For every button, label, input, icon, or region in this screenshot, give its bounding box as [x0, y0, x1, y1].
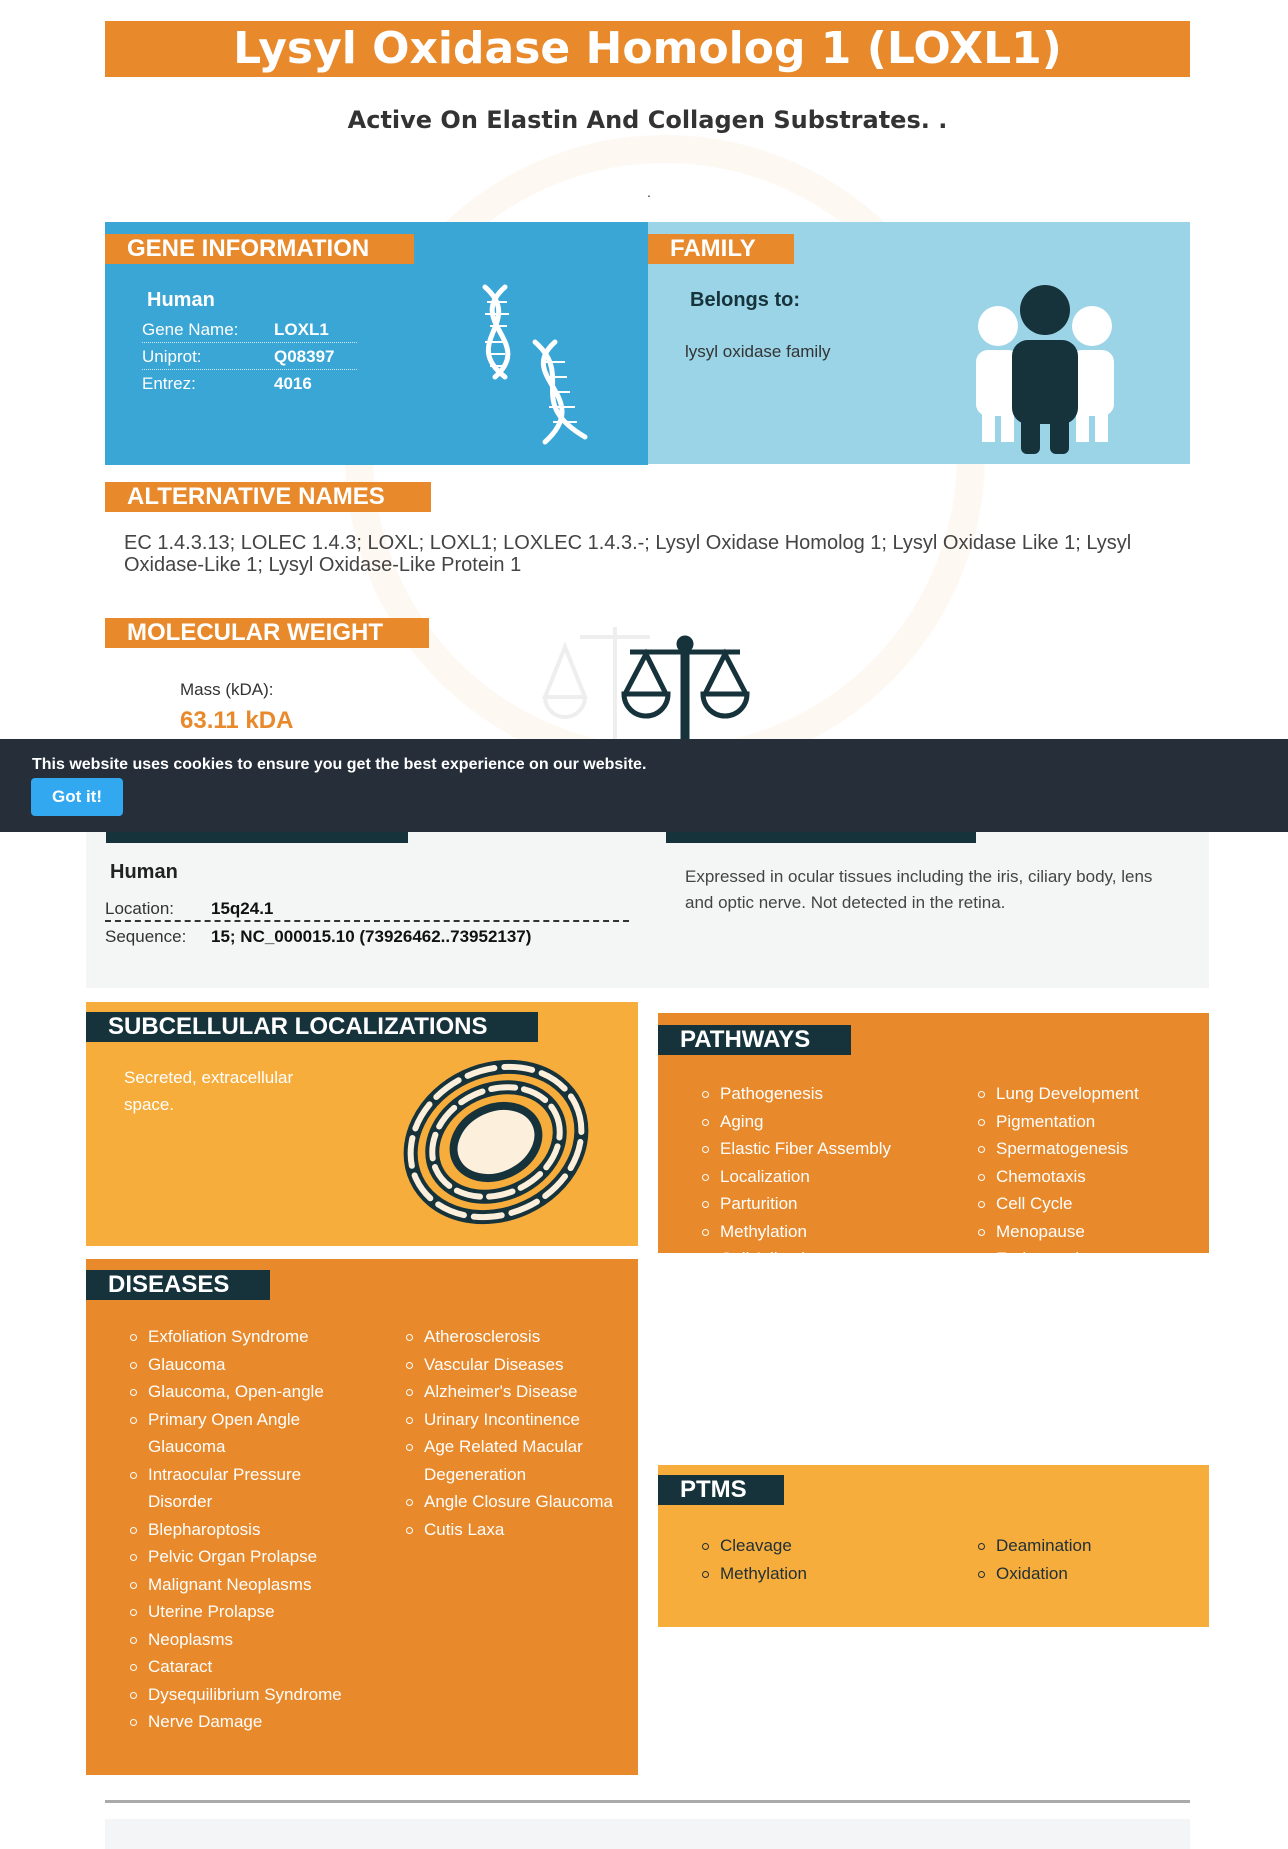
subcellular-panel: [86, 1002, 638, 1246]
pathway-item: Cellular Senescence: [702, 1410, 962, 1438]
diseases-list-col2: [406, 1323, 626, 1543]
disease-item: Nerve Damage: [130, 1708, 350, 1736]
mass-label: Mass (kDA):: [180, 680, 274, 699]
disease-item: Glaucoma, Open-angle: [130, 1378, 350, 1406]
genomic-tissue-panel: [86, 832, 1209, 988]
uniprot-value: Q08397: [274, 347, 335, 366]
pathway-item: Lung Development: [978, 1080, 1198, 1108]
alternative-names-text: EC 1.4.3.13; LOLEC 1.4.3; LOXL; LOXL1; LOXLEC 1.4.3.-; Lysyl Oxidase Homolog 1; Lysyl Oxidase Like 1; Lysyl Oxidase-Like 1; Lysyl Oxidase-Like Protein 1: [124, 532, 1132, 576]
subcellular-heading: SUBCELLULAR LOCALIZATIONS: [86, 1012, 538, 1042]
cell-organelle-icon: [396, 1047, 596, 1232]
pathway-item: Aging: [702, 1108, 962, 1136]
diseases-heading: DISEASES: [86, 1270, 270, 1300]
ptm-item: Methylation: [702, 1560, 922, 1588]
page-title: Lysyl Oxidase Homolog 1 (LOXL1): [105, 21, 1190, 77]
genomic-context-heading-bar: [106, 832, 408, 843]
disease-item: Intraocular Pressure Disorder: [130, 1461, 350, 1516]
disease-item: Glaucoma: [130, 1351, 350, 1379]
gene-name-row: [142, 317, 357, 343]
cookie-message: This website uses cookies to ensure you get the best experience on our website.: [32, 756, 647, 773]
tissue-specificity-text: Expressed in ocular tissues including the iris, ciliary body, lens and optic nerve. Not detected in the retina.: [685, 867, 1153, 912]
disease-item: Primary Open Angle Glaucoma: [130, 1406, 350, 1461]
family-belongs-label: Belongs to:: [690, 289, 800, 311]
scale-icon: [540, 622, 760, 740]
pathways-panel: [658, 1013, 1209, 1433]
family-people-icon: [970, 284, 1120, 454]
disease-item: Angle Closure Glaucoma: [406, 1488, 626, 1516]
disease-item: Dysequilibrium Syndrome: [130, 1681, 350, 1709]
separator-dot: .: [647, 184, 651, 200]
disease-item: Cataract: [130, 1653, 350, 1681]
pathway-item: Elastic Fiber Assembly: [702, 1135, 962, 1163]
pathway-item: Dna Methylation: [702, 1273, 962, 1301]
sequence-value: 15; NC_000015.10 (73926462..73952137): [211, 927, 532, 946]
footer-divider: [105, 1800, 1190, 1803]
pathway-item: Pigmentation: [978, 1108, 1198, 1136]
footer-area: [105, 1819, 1190, 1849]
pathway-item: Menopause: [978, 1218, 1198, 1246]
disease-item: Urinary Incontinence: [406, 1406, 626, 1434]
pathway-item: Dna Hypermethylation: [702, 1355, 962, 1383]
pathways-heading: PATHWAYS: [658, 1025, 851, 1055]
ptm-item: Deamination: [978, 1532, 1198, 1560]
mass-value: 63.11 kDA: [180, 707, 294, 734]
pathway-item: Parturition: [702, 1190, 962, 1218]
ptm-item: Oxidation: [978, 1560, 1198, 1588]
uniprot-row: [142, 344, 357, 370]
diseases-list-col1: [130, 1323, 350, 1736]
disease-item: Uterine Prolapse: [130, 1598, 350, 1626]
page-subtitle: Active On Elastin And Collagen Substrates. .: [347, 106, 948, 134]
molecular-weight-heading: MOLECULAR WEIGHT: [105, 618, 429, 648]
ptms-list-col2: [978, 1532, 1198, 1587]
alternative-names-heading: ALTERNATIVE NAMES: [105, 482, 431, 512]
family-value: lysyl oxidase family: [685, 342, 831, 361]
disease-item: Neoplasms: [130, 1626, 350, 1654]
cookie-accept-button[interactable]: Got it!: [31, 778, 123, 816]
ptms-heading: PTMS: [658, 1475, 784, 1505]
entrez-label: Entrez:: [142, 374, 196, 393]
pathway-item: Cell Adhesion: [702, 1245, 962, 1273]
gene-information-heading: GENE INFORMATION: [105, 234, 414, 264]
pathway-item: Methylation: [702, 1218, 962, 1246]
pathways-list-col1: [702, 1080, 962, 1438]
location-row: [105, 892, 629, 922]
gene-name-label: Gene Name:: [142, 320, 239, 339]
dna-icon: [465, 282, 615, 447]
pathway-item: Keratinization: [702, 1328, 962, 1356]
pathway-item: Pathogenesis: [702, 1080, 962, 1108]
family-panel: [648, 222, 1190, 464]
pathway-item: Spermatogenesis: [978, 1135, 1198, 1163]
family-heading: FAMILY: [648, 234, 794, 264]
pathway-item: Cell Cycle: [978, 1190, 1198, 1218]
gene-information-panel: [105, 222, 648, 465]
pathway-item: Localization: [702, 1163, 962, 1191]
tissue-specificity-heading-bar: [666, 832, 976, 843]
gene-species: Human: [147, 289, 215, 311]
disease-item: Vascular Diseases: [406, 1351, 626, 1379]
pathway-item: Notochord Development: [702, 1300, 962, 1328]
ptms-panel: [658, 1465, 1209, 1627]
disease-item: Exfoliation Syndrome: [130, 1323, 350, 1351]
cookie-banner: [0, 739, 1288, 832]
pathway-item: Chemotaxis: [978, 1163, 1198, 1191]
gene-name-value: LOXL1: [274, 320, 329, 339]
uniprot-label: Uniprot:: [142, 347, 202, 366]
disease-item: Age Related Macular Degeneration: [406, 1433, 626, 1488]
disease-item: Cutis Laxa: [406, 1516, 626, 1544]
ptm-item: Cleavage: [702, 1532, 922, 1560]
ptms-list-col1: [702, 1532, 922, 1587]
genomic-species: Human: [110, 861, 178, 883]
sequence-label: Sequence:: [105, 927, 187, 946]
disease-item: Alzheimer's Disease: [406, 1378, 626, 1406]
disease-item: Blepharoptosis: [130, 1516, 350, 1544]
pathways-list-col2: [978, 1080, 1198, 1273]
disease-item: Pelvic Organ Prolapse: [130, 1543, 350, 1571]
entrez-value: 4016: [274, 374, 312, 393]
pathway-item: Endocytosis: [978, 1245, 1198, 1273]
diseases-panel: [86, 1259, 638, 1775]
location-value: 15q24.1: [211, 899, 274, 918]
entrez-row: [142, 371, 357, 397]
disease-item: Atherosclerosis: [406, 1323, 626, 1351]
location-label: Location:: [105, 899, 174, 918]
subcellular-text: Secreted, extracellular space.: [124, 1068, 294, 1114]
pathway-item: Gene Silencing: [702, 1383, 962, 1411]
disease-item: Malignant Neoplasms: [130, 1571, 350, 1599]
